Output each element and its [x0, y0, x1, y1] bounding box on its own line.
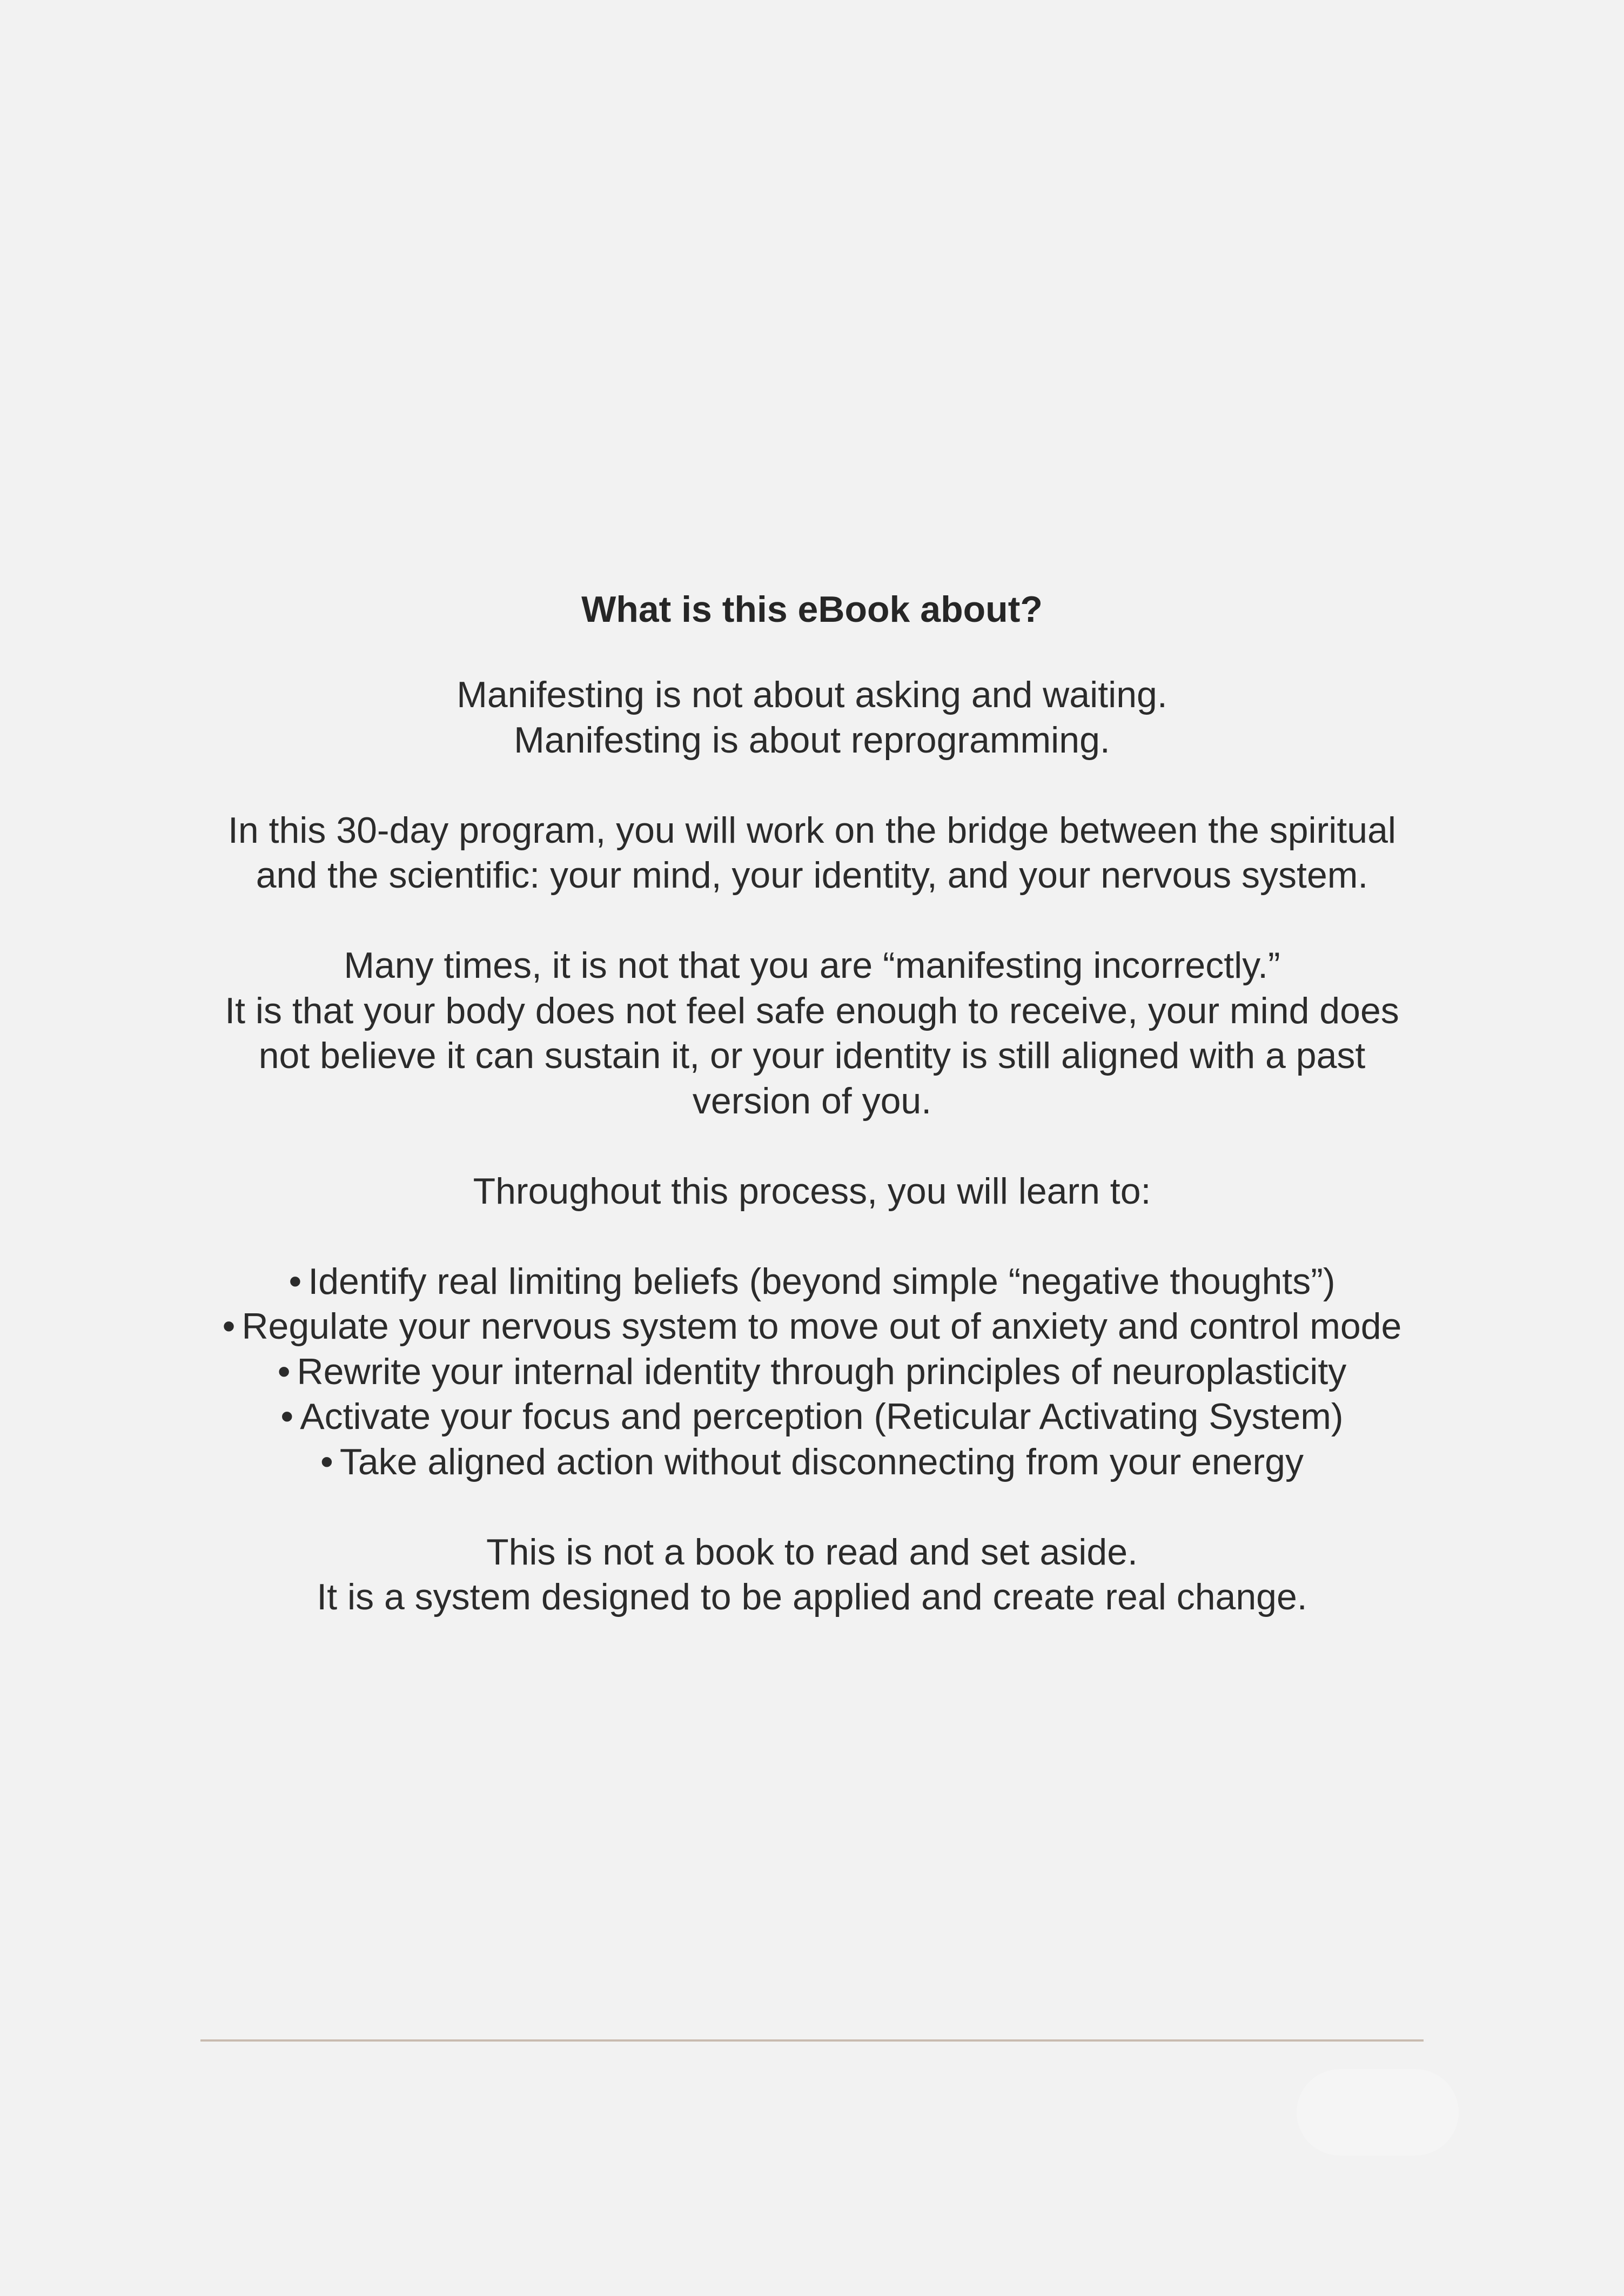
list-item-text: Regulate your nervous system to move out of anxiety and control mode	[241, 1306, 1402, 1347]
list-item	[216, 1304, 1408, 1350]
list-item-text: Rewrite your internal identity through principles of neuroplasticity	[297, 1351, 1347, 1392]
learning-list	[216, 1259, 1408, 1485]
bullet-icon: •	[222, 1306, 236, 1347]
footer-divider	[200, 2039, 1424, 2042]
list-item	[216, 1259, 1408, 1305]
list-item	[216, 1394, 1408, 1440]
closing-paragraph	[216, 1530, 1408, 1620]
list-item-text: Identify real limiting beliefs (beyond simple “negative thoughts”)	[308, 1260, 1336, 1302]
page-title: What is this eBook about?	[581, 589, 1043, 630]
program-line-1: In this 30-day program, you will work on the bridge between the spiritual and the scientific: your mind, your identity, and your nervous system.	[227, 809, 1397, 896]
footer-decoration	[1297, 2069, 1459, 2156]
reason-paragraph	[216, 943, 1408, 1124]
closing-line-1: This is not a book to read and set aside.	[486, 1531, 1138, 1573]
list-item-text: Activate your focus and perception (Reticular Activating System)	[300, 1396, 1344, 1437]
bullet-icon: •	[288, 1260, 302, 1302]
list-item-text: Take aligned action without disconnecting from your energy	[339, 1441, 1304, 1482]
bullet-icon: •	[320, 1441, 333, 1482]
list-item	[216, 1350, 1408, 1395]
bullet-icon: •	[277, 1351, 291, 1392]
learn-intro-paragraph	[216, 1169, 1408, 1214]
list-item	[216, 1440, 1408, 1485]
reason-line-2: It is that your body does not feel safe enough to receive, your mind does not believe it can sustain it, or your identity is still aligned with a past version of you.	[225, 990, 1399, 1122]
intro-paragraph	[216, 673, 1408, 763]
intro-line-1: Manifesting is not about asking and waiting.	[457, 674, 1167, 715]
program-paragraph	[216, 808, 1408, 898]
learn-intro-line: Throughout this process, you will learn to:	[473, 1170, 1151, 1212]
closing-line-2: It is a system designed to be applied and create real change.	[317, 1576, 1307, 1617]
intro-line-2: Manifesting is about reprogramming.	[514, 719, 1110, 761]
reason-line-1: Many times, it is not that you are “manifesting incorrectly.”	[344, 945, 1280, 986]
bullet-icon: •	[280, 1396, 294, 1437]
page-content	[216, 582, 1408, 1665]
